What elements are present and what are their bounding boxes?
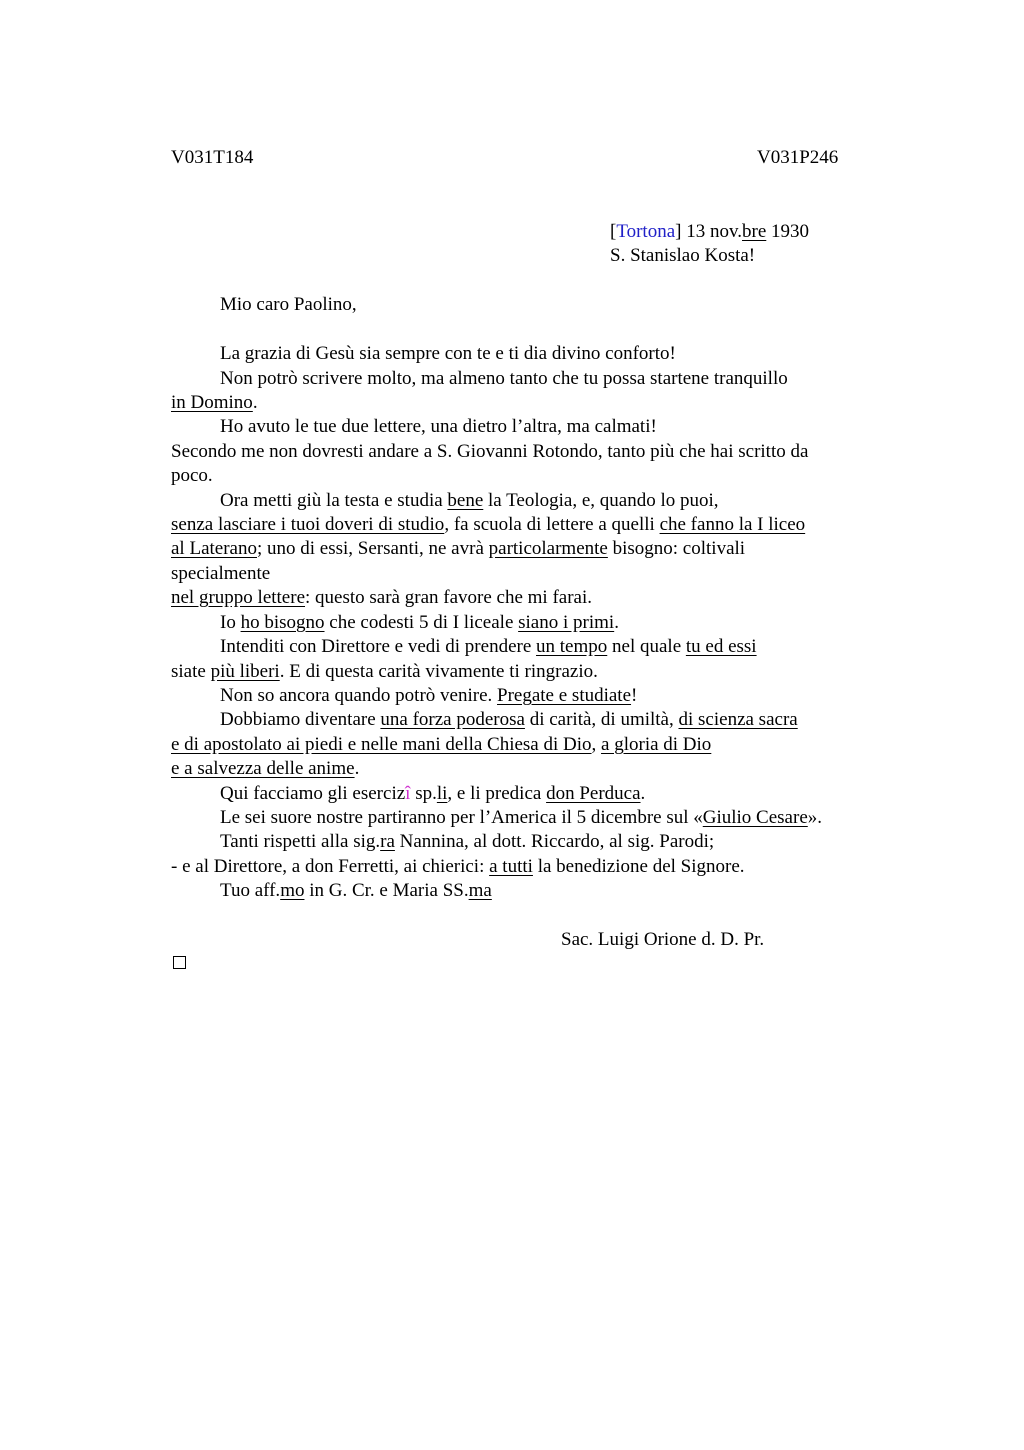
end-checkbox-icon	[173, 956, 186, 969]
body-line-6: poco.	[171, 465, 213, 486]
body-line-20: Le sei suore nostre partiranno per l’America il 5 dicembre sul «Giulio Cesare».	[220, 807, 823, 828]
dateline: [Tortona] 13 nov.bre 1930	[610, 221, 810, 242]
body-line-16: Dobbiamo diventare una forza poderosa di carità, di umiltà, di scienza sacra	[220, 709, 798, 730]
body-line-21: Tanti rispetti alla sig.ra Nannina, al dott. Riccardo, al sig. Parodi;	[220, 831, 715, 852]
saint-of-day: S. Stanislao Kosta!	[610, 245, 756, 266]
salutation: Mio caro Paolino,	[220, 294, 357, 315]
body-line-9: al Laterano; uno di essi, Sersanti, ne avrà particolarmente bisogno: coltivali	[171, 538, 746, 559]
body-line-1: La grazia di Gesù sia sempre con te e ti dia divino conforto!	[220, 343, 676, 364]
body-line-23: Tuo aff.mo in G. Cr. e Maria SS.ma	[220, 880, 492, 901]
header-left-code: V031T184	[171, 147, 254, 168]
signature: Sac. Luigi Orione d. D. Pr.	[561, 929, 765, 950]
body-line-4: Ho avuto le tue due lettere, una dietro l’altra, ma calmati!	[220, 416, 657, 437]
body-line-17: e di apostolato ai piedi e nelle mani della Chiesa di Dio, a gloria di Dio	[171, 734, 712, 755]
body-line-12: Io ho bisogno che codesti 5 di I liceale siano i primi.	[220, 612, 619, 633]
body-line-18: e a salvezza delle anime.	[171, 758, 360, 779]
body-line-7: Ora metti giù la testa e studia bene la Teologia, e, quando lo puoi,	[220, 490, 719, 511]
body-line-11: nel gruppo lettere: questo sarà gran favore che mi farai.	[171, 587, 592, 608]
body-line-5: Secondo me non dovresti andare a S. Giovanni Rotondo, tanto più che hai scritto da	[171, 441, 809, 462]
body-line-13: Intenditi con Direttore e vedi di prendere un tempo nel quale tu ed essi	[220, 636, 757, 657]
header-right-code: V031P246	[757, 147, 839, 168]
place-name: Tortona	[616, 221, 676, 242]
body-line-2: Non potrò scrivere molto, ma almeno tanto che tu possa startene tranquillo	[220, 368, 788, 389]
body-line-22: - e al Direttore, a don Ferretti, ai chierici: a tutti la benedizione del Signore.	[171, 856, 745, 877]
body-line-3: in Domino.	[171, 392, 258, 413]
body-line-15: Non so ancora quando potrò venire. Pregate e studiate!	[220, 685, 638, 706]
body-line-19: Qui facciamo gli esercizî sp.li, e li predica don Perduca.	[220, 783, 646, 804]
body-line-8: senza lasciare i tuoi doveri di studio, fa scuola di lettere a quelli che fanno la I liceo	[171, 514, 806, 535]
body-line-10: specialmente	[171, 563, 271, 584]
editorial-correction: î	[405, 783, 411, 804]
body-line-14: siate più liberi. E di questa carità vivamente ti ringrazio.	[171, 661, 598, 682]
